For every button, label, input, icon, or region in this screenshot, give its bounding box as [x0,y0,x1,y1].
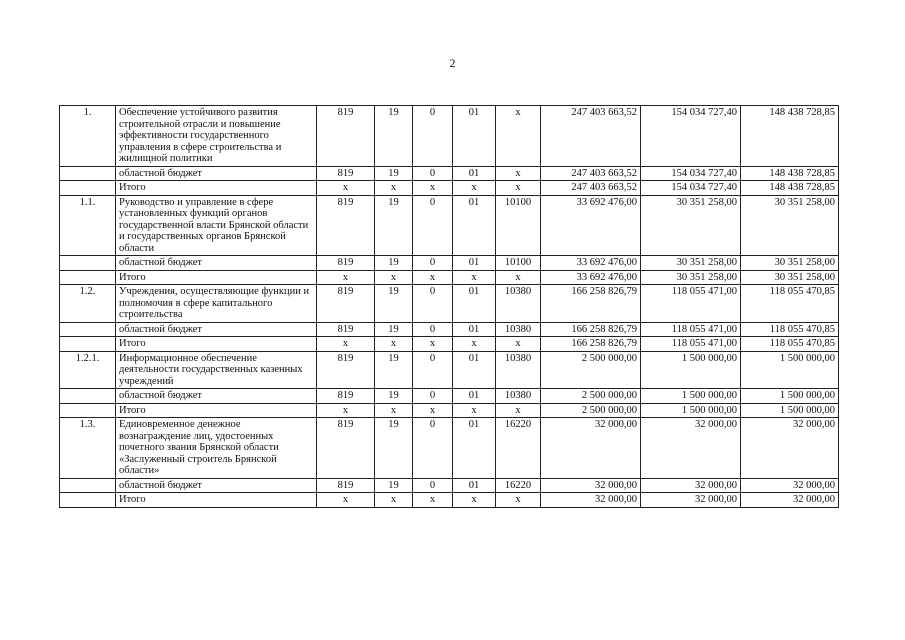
code-5-cell: 16220 [496,478,541,493]
row-number-cell [60,478,116,493]
budget-table [59,105,839,508]
code-5-cell: х [496,403,541,418]
row-number-cell [60,322,116,337]
code-2-cell: х [375,337,413,352]
table-row-total [60,403,839,418]
amount-3-cell: 30 351 258,00 [741,256,839,271]
row-name-cell: областной бюджет [116,478,317,493]
table-row-budget-source [60,322,839,337]
amount-1-cell: 32 000,00 [541,478,641,493]
amount-3-cell: 30 351 258,00 [741,195,839,256]
code-3-cell: х [413,493,453,508]
code-5-cell: 10100 [496,195,541,256]
amount-3-cell: 148 438 728,85 [741,181,839,196]
code-1-cell: х [317,270,375,285]
code-4-cell: 01 [453,285,496,323]
code-4-cell: х [453,403,496,418]
code-4-cell: 01 [453,418,496,479]
code-1-cell: 819 [317,389,375,404]
row-number-cell [60,166,116,181]
code-2-cell: 19 [375,389,413,404]
amount-3-cell: 32 000,00 [741,418,839,479]
code-4-cell: 01 [453,166,496,181]
row-number-cell: 1.2.1. [60,351,116,389]
table-row-budget-source [60,478,839,493]
amount-2-cell: 154 034 727,40 [641,181,741,196]
code-2-cell: 19 [375,166,413,181]
code-1-cell: х [317,181,375,196]
code-1-cell: 819 [317,322,375,337]
amount-3-cell: 1 500 000,00 [741,403,839,418]
amount-2-cell: 1 500 000,00 [641,403,741,418]
row-number-cell [60,493,116,508]
code-1-cell: 819 [317,166,375,181]
code-1-cell: 819 [317,256,375,271]
code-2-cell: 19 [375,106,413,167]
code-2-cell: х [375,181,413,196]
code-5-cell: х [496,106,541,167]
code-5-cell: 10100 [496,256,541,271]
code-4-cell: х [453,181,496,196]
table-row-budget-source [60,256,839,271]
code-1-cell: 819 [317,106,375,167]
code-1-cell: х [317,337,375,352]
code-1-cell: 819 [317,478,375,493]
code-4-cell: 01 [453,256,496,271]
row-name-cell: Информационное обеспечение деятельности государственных казенных учреждений [116,351,317,389]
code-5-cell: 10380 [496,351,541,389]
amount-2-cell: 32 000,00 [641,493,741,508]
row-name-cell: областной бюджет [116,389,317,404]
amount-1-cell: 33 692 476,00 [541,270,641,285]
amount-1-cell: 2 500 000,00 [541,389,641,404]
code-2-cell: х [375,403,413,418]
amount-3-cell: 148 438 728,85 [741,166,839,181]
amount-1-cell: 33 692 476,00 [541,256,641,271]
code-3-cell: 0 [413,389,453,404]
amount-3-cell: 32 000,00 [741,493,839,508]
table-row-budget-source [60,166,839,181]
row-number-cell: 1.1. [60,195,116,256]
code-5-cell: х [496,337,541,352]
amount-3-cell: 1 500 000,00 [741,389,839,404]
amount-3-cell: 148 438 728,85 [741,106,839,167]
code-4-cell: 01 [453,351,496,389]
table-row-total [60,270,839,285]
amount-2-cell: 30 351 258,00 [641,256,741,271]
amount-3-cell: 32 000,00 [741,478,839,493]
code-2-cell: 19 [375,195,413,256]
amount-2-cell: 154 034 727,40 [641,106,741,167]
amount-1-cell: 247 403 663,52 [541,166,641,181]
code-4-cell: 01 [453,389,496,404]
code-2-cell: х [375,270,413,285]
amount-1-cell: 2 500 000,00 [541,403,641,418]
row-name-cell: Обеспечение устойчивого развития строительной отрасли и повышение эффективности государственного управления в сфере строительства и жилищной политики [116,106,317,167]
amount-2-cell: 1 500 000,00 [641,351,741,389]
amount-1-cell: 166 258 826,79 [541,337,641,352]
amount-2-cell: 32 000,00 [641,478,741,493]
amount-1-cell: 166 258 826,79 [541,285,641,323]
page-number: 2 [449,56,456,70]
amount-1-cell: 32 000,00 [541,493,641,508]
code-4-cell: 01 [453,322,496,337]
code-1-cell: 819 [317,351,375,389]
table-row-total [60,181,839,196]
row-name-cell: Итого [116,270,317,285]
code-1-cell: х [317,403,375,418]
code-2-cell: 19 [375,418,413,479]
row-name-cell: областной бюджет [116,322,317,337]
amount-2-cell: 32 000,00 [641,418,741,479]
row-number-cell: 1. [60,106,116,167]
amount-1-cell: 247 403 663,52 [541,181,641,196]
row-name-cell: Итого [116,181,317,196]
code-5-cell: 10380 [496,389,541,404]
code-2-cell: 19 [375,351,413,389]
amount-2-cell: 118 055 471,00 [641,285,741,323]
code-5-cell: х [496,270,541,285]
code-3-cell: 0 [413,256,453,271]
table-row-item [60,418,839,479]
table-row-budget-source [60,389,839,404]
code-1-cell: 819 [317,195,375,256]
code-3-cell: 0 [413,195,453,256]
code-3-cell: 0 [413,106,453,167]
row-number-cell [60,181,116,196]
amount-1-cell: 166 258 826,79 [541,322,641,337]
code-2-cell: 19 [375,256,413,271]
row-number-cell: 1.3. [60,418,116,479]
code-4-cell: 01 [453,478,496,493]
row-name-cell: Руководство и управление в сфере установленных функций органов государственной власти Брянской области и государственных органов Брянской области [116,195,317,256]
code-4-cell: х [453,337,496,352]
code-1-cell: 819 [317,418,375,479]
code-3-cell: х [413,337,453,352]
code-2-cell: 19 [375,478,413,493]
code-3-cell: 0 [413,322,453,337]
row-name-cell: Учреждения, осуществляющие функции и полномочия в сфере капитального строительства [116,285,317,323]
code-5-cell: 10380 [496,322,541,337]
code-3-cell: 0 [413,166,453,181]
code-1-cell: 819 [317,285,375,323]
code-4-cell: 01 [453,195,496,256]
amount-2-cell: 1 500 000,00 [641,389,741,404]
code-5-cell: 10380 [496,285,541,323]
amount-1-cell: 32 000,00 [541,418,641,479]
row-name-cell: Единовременное денежное вознаграждение лиц, удостоенных почетного звания Брянской области «Заслуженный строитель Брянской области» [116,418,317,479]
code-2-cell: 19 [375,285,413,323]
row-name-cell: Итого [116,493,317,508]
row-number-cell: 1.2. [60,285,116,323]
code-2-cell: 19 [375,322,413,337]
code-3-cell: 0 [413,418,453,479]
amount-2-cell: 30 351 258,00 [641,270,741,285]
table-row-item [60,106,839,167]
amount-1-cell: 2 500 000,00 [541,351,641,389]
code-1-cell: х [317,493,375,508]
table-row-item [60,351,839,389]
row-name-cell: областной бюджет [116,166,317,181]
row-number-cell [60,337,116,352]
code-4-cell: х [453,270,496,285]
code-5-cell: х [496,181,541,196]
code-5-cell: х [496,166,541,181]
row-number-cell [60,270,116,285]
row-number-cell [60,256,116,271]
amount-2-cell: 154 034 727,40 [641,166,741,181]
amount-3-cell: 118 055 470,85 [741,285,839,323]
table-row-total [60,337,839,352]
table-row-item [60,285,839,323]
amount-2-cell: 30 351 258,00 [641,195,741,256]
amount-3-cell: 118 055 470,85 [741,337,839,352]
code-4-cell: х [453,493,496,508]
code-3-cell: х [413,270,453,285]
row-name-cell: Итого [116,337,317,352]
amount-2-cell: 118 055 471,00 [641,337,741,352]
code-3-cell: х [413,181,453,196]
amount-2-cell: 118 055 471,00 [641,322,741,337]
code-5-cell: х [496,493,541,508]
code-4-cell: 01 [453,106,496,167]
row-number-cell [60,403,116,418]
code-3-cell: 0 [413,478,453,493]
amount-1-cell: 247 403 663,52 [541,106,641,167]
code-5-cell: 16220 [496,418,541,479]
code-3-cell: 0 [413,351,453,389]
amount-3-cell: 1 500 000,00 [741,351,839,389]
table-row-item [60,195,839,256]
code-3-cell: 0 [413,285,453,323]
table-body [60,106,839,508]
amount-3-cell: 30 351 258,00 [741,270,839,285]
amount-1-cell: 33 692 476,00 [541,195,641,256]
code-3-cell: х [413,403,453,418]
code-2-cell: х [375,493,413,508]
row-name-cell: областной бюджет [116,256,317,271]
table-row-total [60,493,839,508]
row-name-cell: Итого [116,403,317,418]
amount-3-cell: 118 055 470,85 [741,322,839,337]
row-number-cell [60,389,116,404]
